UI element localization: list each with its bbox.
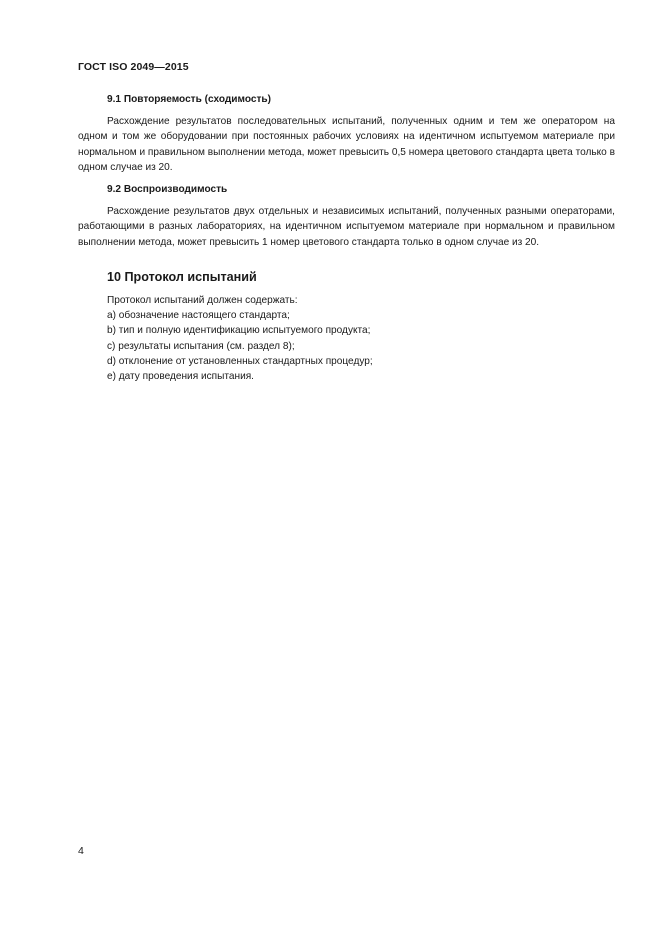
section-9-1-title: 9.1 Повторяемость (сходимость) xyxy=(107,94,271,105)
list-item: c) результаты испытания (см. раздел 8); xyxy=(107,340,295,352)
section-10-intro: Протокол испытаний должен содержать: xyxy=(107,295,298,307)
section-9-2-title: 9.2 Воспроизводимость xyxy=(107,184,228,196)
section-10-title: 10 Протокол испытаний xyxy=(107,269,257,284)
document-body xyxy=(78,92,615,384)
list-item: b) тип и полную идентификацию испытуемого продукта; xyxy=(107,325,371,337)
document-header: ГОСТ ISO 2049—2015 xyxy=(78,61,189,73)
list-item: a) обозначение настоящего стандарта; xyxy=(107,310,290,322)
section-9-1-text: Расхождение результатов последовательных испытаний, полученных одним и тем же оператором на одном и том же оборудовании при постоянных рабочих условиях на идентичном испытуемом материале при нормальном и правильном выполнении метода, может превысить 0,5 номера цветового стандарта цвета только в одном случае из 20. xyxy=(78,116,615,173)
section-9-2-text: Расхождение результатов двух отдельных и независимых испытаний, полученных разными операторами, работающими в разных лабораториях, на идентичном испытуемом материале при нормальном и правильном выполнении метода, может превысить 1 номер цветового стандарта только в одном случае из 20. xyxy=(78,206,615,248)
list-item: d) отклонение от установленных стандартных процедур; xyxy=(107,355,373,367)
page-number: 4 xyxy=(78,845,84,857)
list-item: e) дату проведения испытания. xyxy=(107,371,254,383)
